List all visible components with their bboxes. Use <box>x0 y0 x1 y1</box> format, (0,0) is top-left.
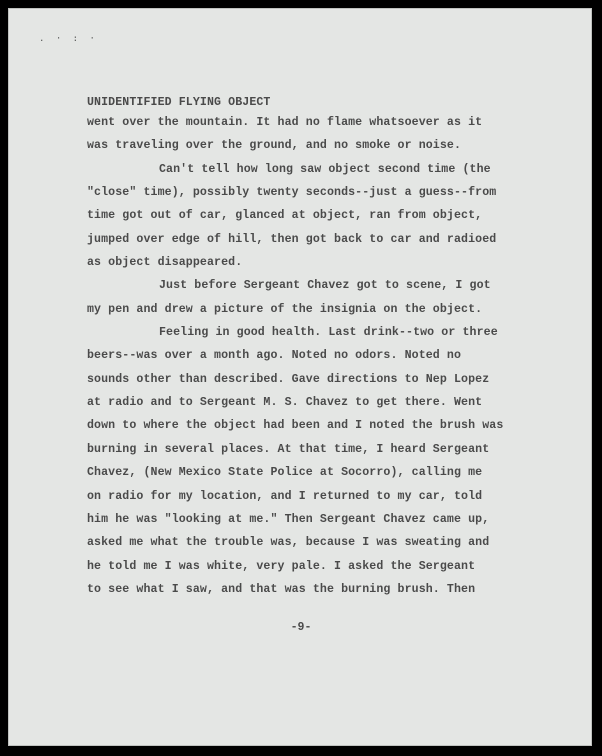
text-line: beers--was over a month ago. Noted no odors. Noted no <box>87 349 462 363</box>
text-line: Chavez, (New Mexico State Police at Socorro), calling me <box>87 466 483 480</box>
text-line: Just before Sergeant Chavez got to scene, I got <box>159 279 491 293</box>
scan-specks: . · : · <box>39 34 98 44</box>
document-page <box>8 8 592 746</box>
text-line: at radio and to Sergeant M. S. Chavez to get there. Went <box>87 396 483 410</box>
text-line: as object disappeared. <box>87 256 243 270</box>
text-line: time got out of car, glanced at object, ran from object, <box>87 209 483 223</box>
page-number: -9- <box>290 621 312 634</box>
text-lines <box>87 111 527 601</box>
document-heading: UNIDENTIFIED FLYING OBJECT <box>87 96 271 109</box>
text-line: my pen and drew a picture of the insignia on the object. <box>87 302 483 316</box>
text-line: was traveling over the ground, and no smoke or noise. <box>87 139 462 153</box>
document-body <box>87 95 527 601</box>
text-line: "close" time), possibly twenty seconds--just a guess--from <box>87 186 497 200</box>
text-line: Can't tell how long saw object second time (the <box>159 162 491 176</box>
text-line: jumped over edge of hill, then got back to car and radioed <box>87 232 497 246</box>
text-line: him he was "looking at me." Then Sergeant Chavez came up, <box>87 512 490 526</box>
text-line: down to where the object had been and I noted the brush was <box>87 419 504 433</box>
text-line: he told me I was white, very pale. I asked the Sergeant <box>87 559 476 573</box>
text-line: on radio for my location, and I returned to my car, told <box>87 489 483 503</box>
text-line: Feeling in good health. Last drink--two or three <box>159 326 498 340</box>
text-line: to see what I saw, and that was the burning brush. Then <box>87 582 476 596</box>
text-line: asked me what the trouble was, because I was sweating and <box>87 536 490 550</box>
text-line: sounds other than described. Gave directions to Nep Lopez <box>87 372 490 386</box>
text-line: burning in several places. At that time, I heard Sergeant <box>87 442 490 456</box>
text-line: went over the mountain. It had no flame whatsoever as it <box>87 116 483 129</box>
